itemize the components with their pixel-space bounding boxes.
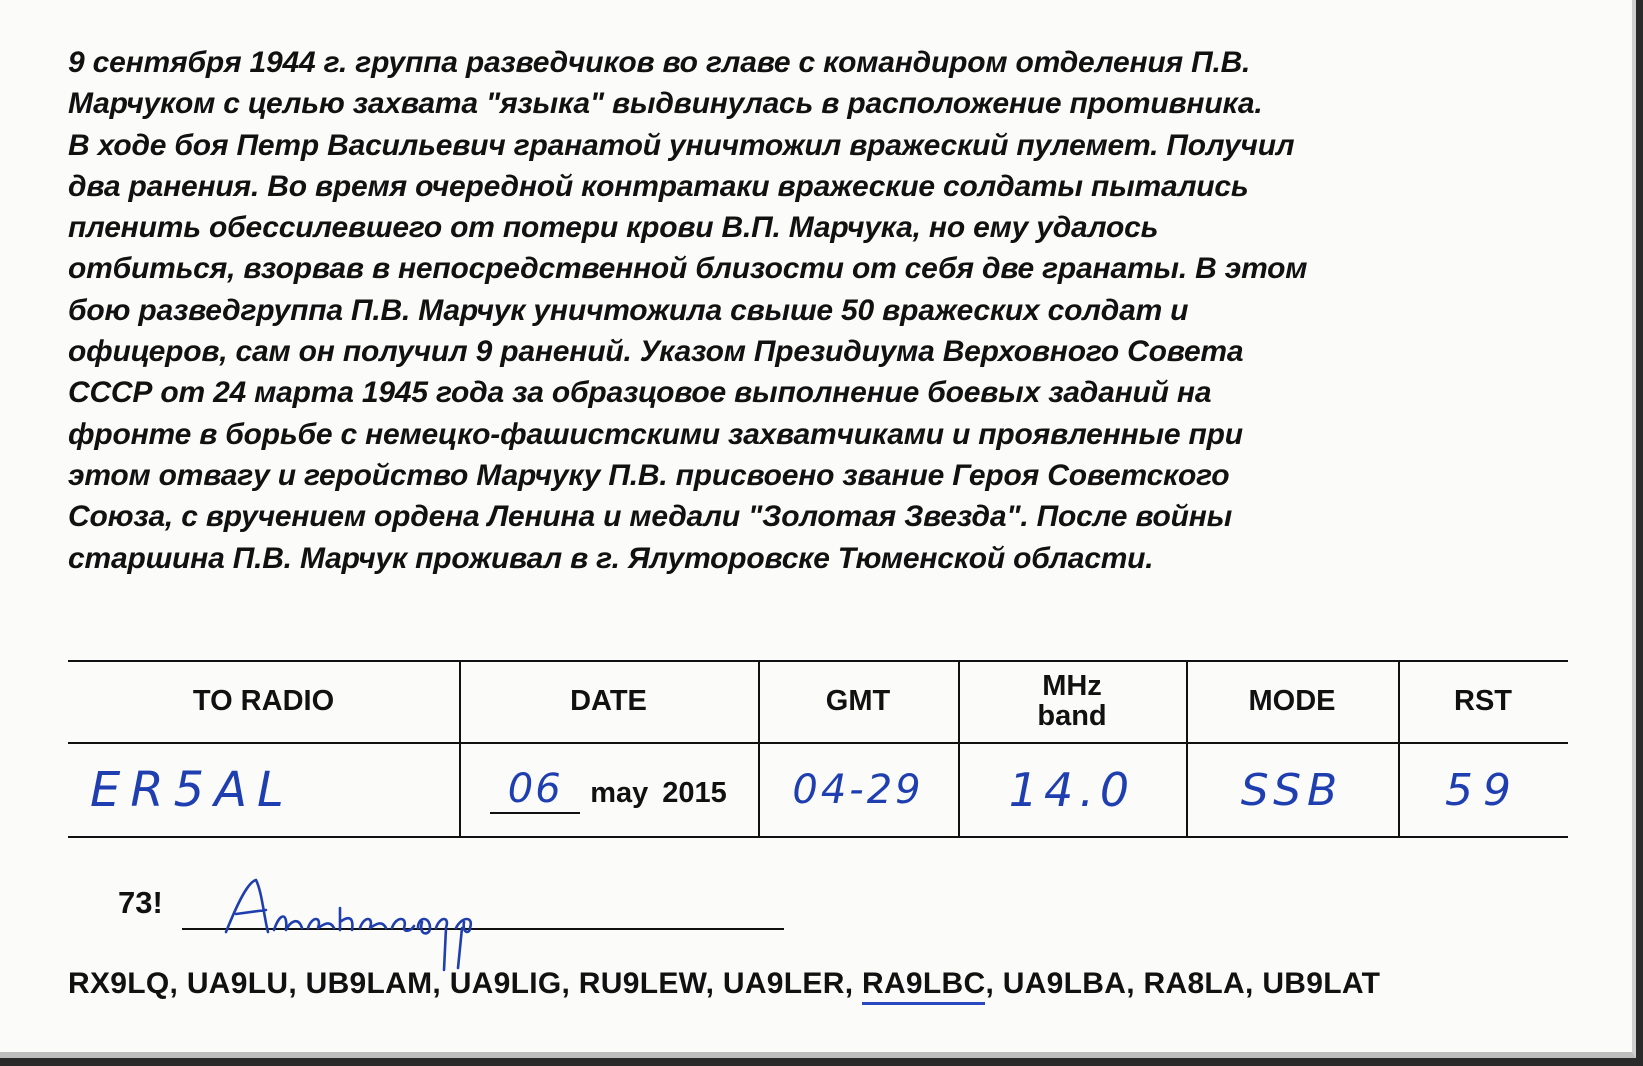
story-line: фронте в борьбе с немецко-фашистскими захватчиками и проявленные при <box>68 417 1243 451</box>
handwritten-signature <box>218 872 558 972</box>
rst-value: 59 <box>1445 764 1521 816</box>
callsign-item: RA8LA <box>1143 967 1246 1000</box>
qso-table <box>68 660 1568 838</box>
date-year: 2015 <box>662 777 727 809</box>
callsign-item-underlined: RA9LBC <box>862 967 985 1005</box>
story-line: бою разведгруппа П.В. Марчук уничтожила свыше 50 вражеских солдат и <box>68 293 1189 327</box>
callsign-item: UA9LER <box>722 967 845 1000</box>
story-line: этом отвагу и геройство Марчуку П.В. присвоено звание Героя Советского <box>68 458 1230 492</box>
mode-value: SSB <box>1240 764 1344 816</box>
story-line: отбиться, взорвав в непосредственной близости от себя две гранаты. В этом <box>68 252 1308 286</box>
header-gmt: GMT <box>825 685 891 717</box>
header-mhz: MHz <box>1042 670 1102 702</box>
header-date: DATE <box>570 685 647 717</box>
cell-gmt <box>758 742 958 838</box>
header-rst: RST <box>1454 685 1512 717</box>
cell-date <box>459 742 758 838</box>
callsign-item: UA9LBA <box>1002 967 1127 1000</box>
header-to-radio: TO RADIO <box>192 685 335 717</box>
story-line: два ранения. Во время очередной контратаки вражеские солдаты пытались <box>68 169 1249 203</box>
story-line: пленить обессилевшего от потери крови В.П. Марчука, но ему удалось <box>68 211 1159 245</box>
gmt-value: 04-29 <box>792 767 924 813</box>
date-month: may <box>590 777 649 809</box>
story-line: Марчуком с целью захвата "языка" выдвинулась в расположение противника. <box>68 87 1263 121</box>
story-text <box>68 42 1568 579</box>
story-line: 9 сентября 1944 г. группа разведчиков во главе с командиром отделения П.В. <box>68 46 1251 79</box>
callsign-item: UA9LU <box>186 967 289 1000</box>
story-line: старшина П.В. Марчук проживал в г. Ялуторовске Тюменской области. <box>68 541 1154 575</box>
header-mode: MODE <box>1248 685 1336 717</box>
story-line: В ходе боя Петр Васильевич гранатой уничтожил вражеский пулемет. Получил <box>68 128 1295 162</box>
cell-mode <box>1186 742 1398 838</box>
callsign-item: RU9LEW <box>578 967 706 1000</box>
date-day-value: 06 <box>490 766 580 814</box>
story-line: СССР от 24 марта 1945 года за образцовое выполнение боевых заданий на <box>68 376 1212 410</box>
date-field <box>490 766 727 814</box>
cell-rst <box>1398 742 1568 838</box>
callsign-item: RX9LQ <box>68 967 170 1000</box>
header-mhz-band <box>958 660 1186 742</box>
cell-to-radio <box>68 742 459 838</box>
cell-band <box>958 742 1186 838</box>
callsign-value: ER5AL <box>90 762 294 818</box>
story-line: офицеров, сам он получил 9 ранений. Указом Президиума Верховного Совета <box>68 335 1244 369</box>
callsign-list: RX9LQ, UA9LU, UB9LAM, UA9LIG, RU9LEW, UA9LER, RA9LBC, UA9LBA, RA8LA, UB9LAT <box>68 967 1588 1001</box>
header-band: band <box>1037 700 1107 732</box>
closing-greeting: 73! <box>118 885 163 920</box>
band-value: 14.0 <box>1008 763 1136 817</box>
callsign-item: UB9LAM <box>305 967 433 1000</box>
callsign-item: UA9LIG <box>449 967 562 1000</box>
callsign-item: UB9LAT <box>1262 967 1381 1000</box>
story-line: Союза, с вручением ордена Ленина и медали "Золотая Звезда". После войны <box>68 500 1233 534</box>
